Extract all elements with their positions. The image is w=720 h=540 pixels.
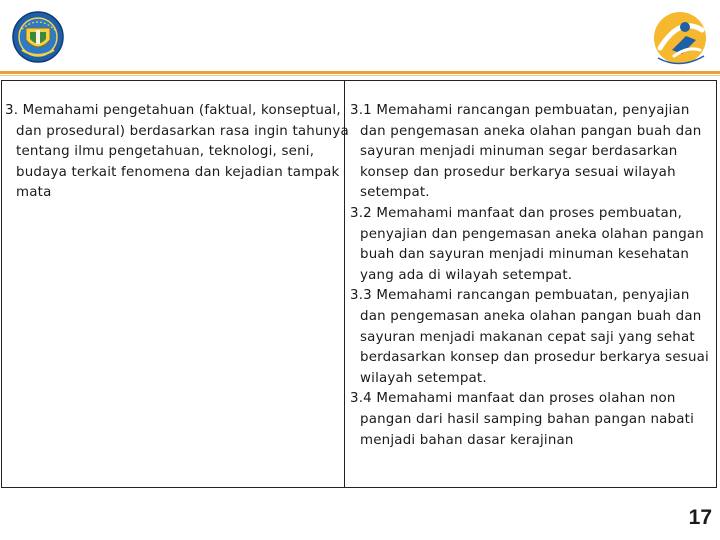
basic-competency-list xyxy=(350,101,716,451)
basic-competency-item: 3.2 Memahami manfaat dan proses pembuatan, penyajian dan pengemasan aneka olahan pangan buah dan sayuran menjadi minuman kesehatan yang ada di wilayah setempat. xyxy=(350,205,704,283)
header-divider xyxy=(0,71,720,74)
competency-table xyxy=(1,80,717,488)
kurikulum-logo xyxy=(652,10,710,68)
header-divider-light xyxy=(0,75,720,76)
basic-competency-item: 3.1 Memahami rancangan pembuatan, penyajian dan pengemasan aneka olahan pangan buah dan sayuran menjadi minuman segar berdasarkan konsep dan prosedur berkarya sesuai wilayah setempat. xyxy=(350,103,702,201)
core-competency-cell: 3. Memahami pengetahuan (faktual, konseptual, dan prosedural) berdasarkan rasa ingin tahunya tentang ilmu pengetahuan, teknologi, seni, budaya terkait fenomena dan kejadian tampak mata xyxy=(5,103,349,201)
ministry-emblem-logo xyxy=(12,10,64,64)
ministry-emblem-icon xyxy=(12,10,64,64)
kurikulum-2013-logo-icon xyxy=(652,10,710,68)
basic-competency-item: 3.4 Memahami manfaat dan proses olahan non pangan dari hasil samping bahan pangan nabati menjadi bahan dasar kerajinan xyxy=(350,391,695,448)
page-number: 17 xyxy=(688,506,712,529)
basic-competency-item: 3.3 Memahami rancangan pembuatan, penyajian dan pengemasan aneka olahan pangan buah dan sayuran menjadi makanan cepat saji yang sehat berdasarkan konsep dan prosedur berkarya sesuai wilayah setempat. xyxy=(350,288,709,386)
